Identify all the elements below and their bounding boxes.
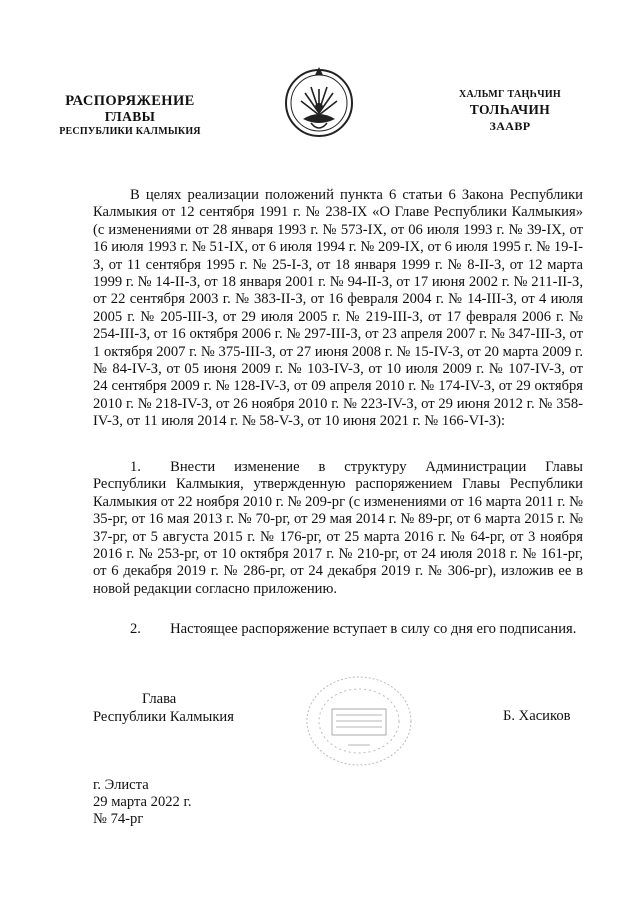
order-item-2-text: 2. Настоящее распоряжение вступает в силу со дня его подписания.	[130, 621, 577, 637]
issue-date: 29 марта 2022 г.	[93, 794, 192, 810]
republic-title: РЕСПУБЛИКИ КАЛМЫКИЯ	[59, 126, 201, 137]
official-stamp	[300, 671, 418, 771]
kalmyk-head-title: ТОЛҺАЧИН	[469, 102, 551, 117]
issue-city: г. Элиста	[93, 777, 149, 793]
intro-paragraph	[93, 187, 583, 431]
document-number: № 74-рг	[93, 811, 144, 827]
kalmyk-doc-type-title: ЗААВР	[489, 119, 531, 133]
order-item-1-text: 1. Внести изменение в структуру Администрации Главы Республики Калмыкия, утвержденную распоряжением Главы Республики Калмыкия от 22 ноября 2010 г. № 209-рг (с изменениями от 16 марта 2011 г. № 35-рг, от 16 мая 2013 г. № 70-рг, от 29 мая 2014 г. № 89-рг, от 6 марта 2015 г. № 37-рг, от 5 августа 2015 г. № 176-рг, от 25 марта 2016 г. № 64-рг, от 3 ноября 2016 г. № 253-рг, от 10 октября 2017 г. № 210-рг, от 24 июля 2018 г. № 161-рг, от 6 декабря 2019 г. № 286-рг, от 24 декабря 2019 г. № 306-рг), изложив ее в новой редакции согласно приложению.	[93, 459, 583, 597]
issuer-title: ГЛАВЫ	[104, 109, 156, 124]
header-right	[420, 88, 600, 134]
signatory-title-line2: Республики Калмыкия	[93, 709, 234, 725]
kalmyk-republic-title: ХАЛЬМГ ТАҢҺЧИН	[458, 89, 561, 100]
coat-of-arms-emblem	[281, 63, 357, 143]
signatory-name: Б. Хасиков	[503, 708, 571, 724]
order-item-2	[93, 621, 583, 638]
header-left	[30, 93, 230, 139]
doc-type-title: РАСПОРЯЖЕНИЕ	[65, 93, 195, 109]
intro-text: В целях реализации положений пункта 6 статьи 6 Закона Республики Калмыкия от 12 сентября 1991 г. № 238-IX «О Главе Республики Калмыкия» (с изменениями от 28 января 1993 г. № 573-IX, от 06 июля 1993 г. № 39-IX, от 16 июля 1993 г. № 51-IX, от 6 июля 1994 г. № 209-IX, от 6 июля 1995 г. № 19-I-З, от 11 сентября 1995 г. № 25-I-З, от 18 января 1999 г. № 8-II-З, от 12 марта 1999 г. № 14-II-З, от 18 января 2001 г. № 94-II-З, от 17 июня 2002 г. № 211-II-З, от 22 сентября 2003 г. № 383-II-З, от 16 февраля 2004 г. № 14-III-З, от 4 июля 2005 г. № 205-III-З, от 29 июля 2005 г. № 219-III-З, от 17 февраля 2006 г. № 254-III-З, от 16 октября 2006 г. № 297-III-З, от 23 апреля 2007 г. № 347-III-З, от 1 октября 2007 г. № 375-III-З, от 27 июня 2008 г. № 15-IV-З, от 20 марта 2009 г. № 84-IV-З, от 05 июня 2009 г. № 103-IV-З, от 10 июля 2009 г. № 107-IV-З, от 24 сентября 2009 г. № 128-IV-З, от 09 апреля 2010 г. № 174-IV-З, от 29 октября 2010 г. № 218-IV-З, от 26 ноября 2010 г. № 223-IV-З, от 29 июня 2012 г. № 358-IV-З, от 11 июля 2014 г. № 58-V-З, от 10 июня 2021 г. № 166-VI-З):	[93, 187, 583, 430]
signatory-title-line1: Глава	[142, 691, 177, 707]
order-item-1	[93, 459, 583, 598]
